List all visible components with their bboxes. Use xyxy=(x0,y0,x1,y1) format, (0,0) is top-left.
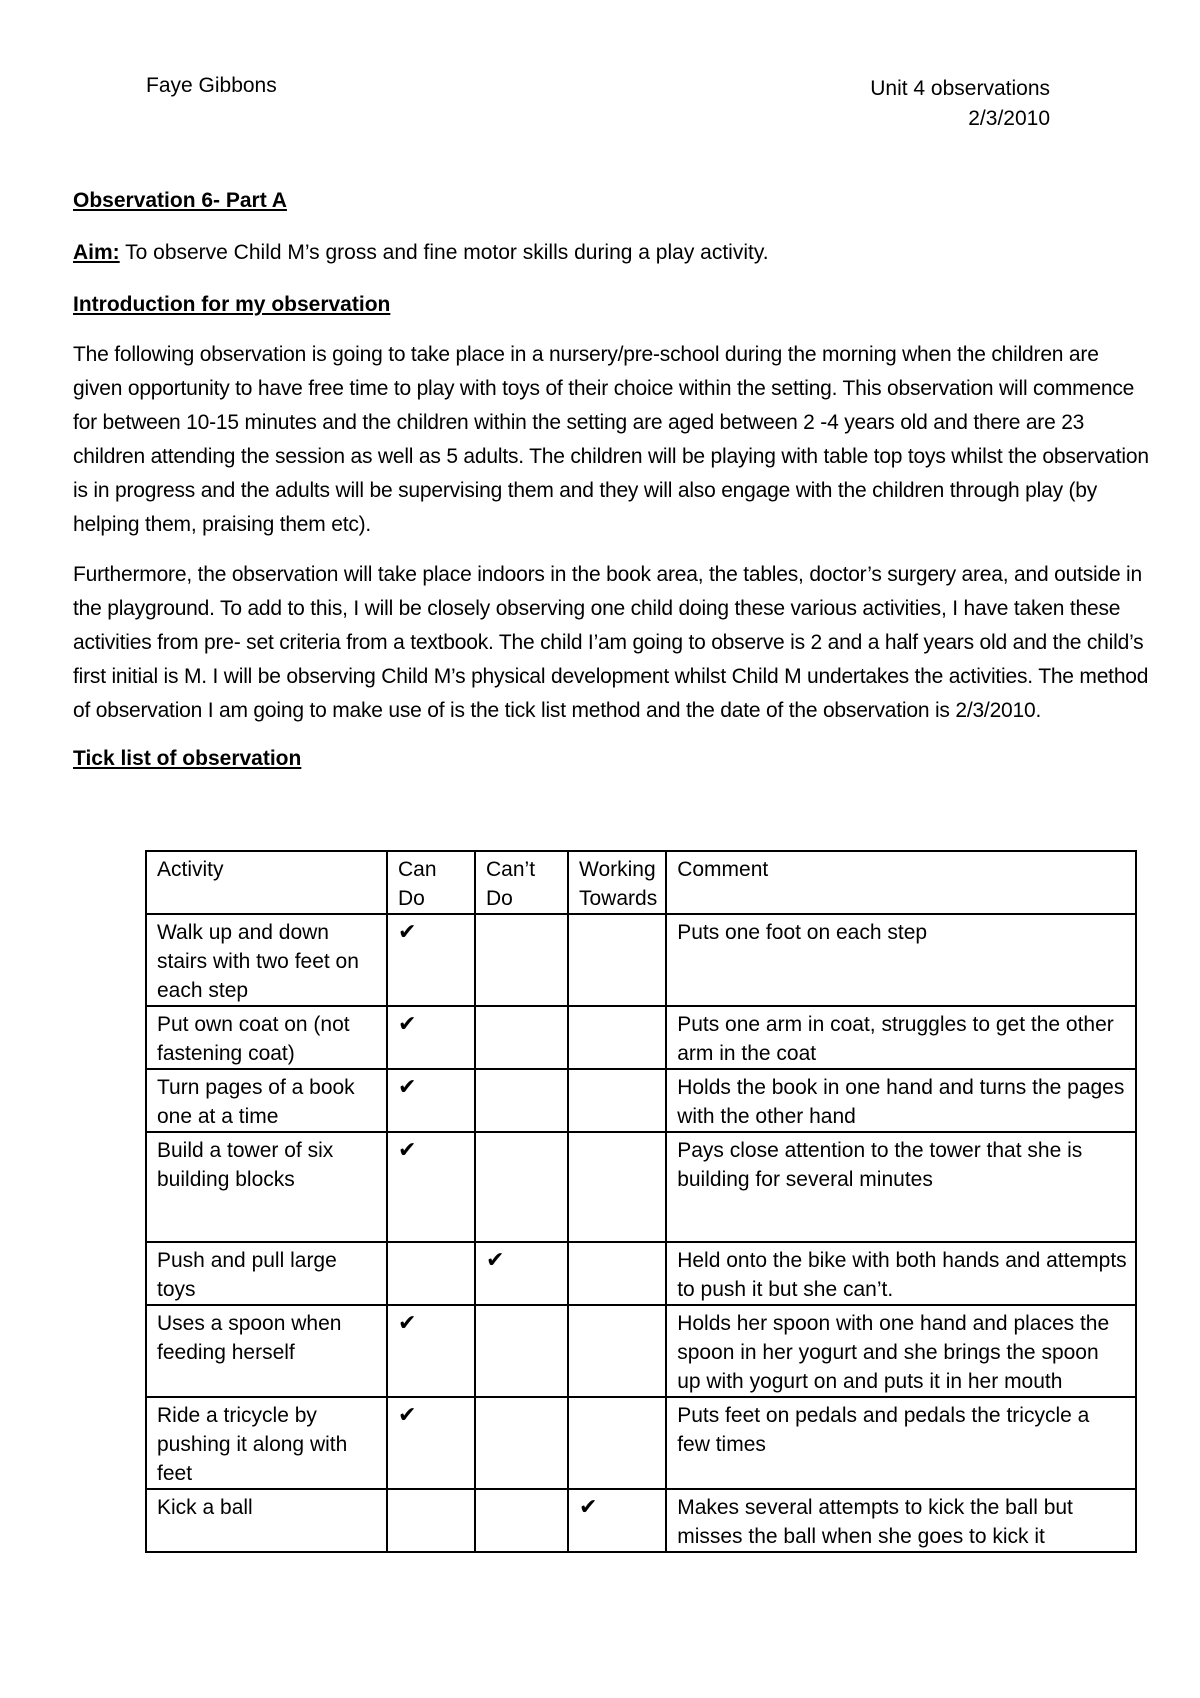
table-row xyxy=(146,1006,1136,1069)
tick-list-table xyxy=(145,850,1137,1553)
can-do-cell xyxy=(387,1006,475,1069)
cant-do-cell xyxy=(475,1069,568,1132)
comment-cell: Holds her spoon with one hand and places the spoon in her yogurt and she brings the spoon up with yogurt on and puts it in her mouth xyxy=(666,1305,1136,1397)
comment-cell: Makes several attempts to kick the ball but misses the ball when she goes to kick it xyxy=(666,1489,1136,1552)
author-name: Faye Gibbons xyxy=(146,74,277,97)
aim-line xyxy=(73,238,1153,268)
activity-cell: Turn pages of a book one at a time xyxy=(146,1069,387,1132)
working-towards-cell xyxy=(568,1242,666,1305)
can-do-cell xyxy=(387,1489,475,1552)
activity-cell: Kick a ball xyxy=(146,1489,387,1552)
intro-paragraph-2: Furthermore, the observation will take place indoors in the book area, the tables, doctor’s surgery area, and outside in the playground. To add to this, I will be closely observing one child doing these various activities, I have taken these activities from pre- set criteria from a textbook. The child I’am going to observe is 2 and a half years old and the child’s first initial is M. I will be observing Child M’s physical development whilst Child M undertakes the activities. The method of observation I am going to make use of is the tick list method and the date of the observation is 2/3/2010. xyxy=(73,563,1149,722)
working-towards-cell xyxy=(568,1006,666,1069)
tick-icon: ✔ xyxy=(398,1074,417,1099)
cant-do-cell xyxy=(475,1242,568,1305)
header-right xyxy=(870,74,1050,134)
can-do-cell xyxy=(387,1397,475,1489)
tick-icon: ✔ xyxy=(398,1137,417,1162)
cant-do-cell xyxy=(475,1397,568,1489)
activity-cell: Put own coat on (not fastening coat) xyxy=(146,1006,387,1069)
document-body xyxy=(73,186,1153,774)
activity-cell: Walk up and down stairs with two feet on each step xyxy=(146,914,387,1006)
activity-cell: Push and pull large toys xyxy=(146,1242,387,1305)
comment-cell: Puts one arm in coat, struggles to get the other arm in the coat xyxy=(666,1006,1136,1069)
activity-cell: Build a tower of six building blocks xyxy=(146,1132,387,1242)
intro-heading: Introduction for my observation xyxy=(73,293,391,316)
observation-title: Observation 6- Part A xyxy=(73,189,287,212)
activity-cell: Ride a tricycle by pushing it along with feet xyxy=(146,1397,387,1489)
comment-cell: Pays close attention to the tower that she is building for several minutes xyxy=(666,1132,1136,1242)
aim-label: Aim: xyxy=(73,241,120,264)
cant-do-cell xyxy=(475,1305,568,1397)
working-towards-cell xyxy=(568,1305,666,1397)
table-row xyxy=(146,1489,1136,1552)
unit-title: Unit 4 observations xyxy=(870,77,1050,100)
tick-icon: ✔ xyxy=(398,1402,417,1427)
table-header-row xyxy=(146,851,1136,914)
cant-do-cell xyxy=(475,1489,568,1552)
cant-do-cell xyxy=(475,1006,568,1069)
comment-cell: Holds the book in one hand and turns the pages with the other hand xyxy=(666,1069,1136,1132)
can-do-cell xyxy=(387,914,475,1006)
header-activity: Activity xyxy=(146,851,387,914)
working-towards-cell xyxy=(568,1489,666,1552)
header-date: 2/3/2010 xyxy=(968,107,1050,130)
table-row xyxy=(146,1305,1136,1397)
intro-paragraph-1: The following observation is going to take place in a nursery/pre-school during the morning when the children are given opportunity to have free time to play with toys of their choice within the setting. This observation will commence for between 10-15 minutes and the children within the setting are aged between 2 -4 years old and there are 23 children attending the session as well as 5 adults. The children will be playing with table top toys whilst the observation is in progress and the adults will be supervising them and they will also engage with the children through play (by helping them, praising them etc). xyxy=(73,343,1149,536)
cant-do-cell xyxy=(475,914,568,1006)
table-row xyxy=(146,914,1136,1006)
working-towards-cell xyxy=(568,1069,666,1132)
tick-icon: ✔ xyxy=(398,1011,417,1036)
table-row xyxy=(146,1132,1136,1242)
activity-cell: Uses a spoon when feeding herself xyxy=(146,1305,387,1397)
working-towards-cell xyxy=(568,1397,666,1489)
comment-cell: Held onto the bike with both hands and attempts to push it but she can’t. xyxy=(666,1242,1136,1305)
tick-icon: ✔ xyxy=(398,919,417,944)
aim-text: To observe Child M’s gross and fine motor skills during a play activity. xyxy=(119,241,769,264)
header-comment: Comment xyxy=(666,851,1136,914)
header-cant-do: Can’t Do xyxy=(475,851,568,914)
table-row xyxy=(146,1397,1136,1489)
cant-do-cell xyxy=(475,1132,568,1242)
tick-icon: ✔ xyxy=(486,1247,505,1272)
can-do-cell xyxy=(387,1305,475,1397)
can-do-cell xyxy=(387,1069,475,1132)
tick-icon: ✔ xyxy=(579,1494,598,1519)
header-working-towards: Working Towards xyxy=(568,851,666,914)
table-row xyxy=(146,1242,1136,1305)
working-towards-cell xyxy=(568,1132,666,1242)
can-do-cell xyxy=(387,1132,475,1242)
table-row xyxy=(146,1069,1136,1132)
working-towards-cell xyxy=(568,914,666,1006)
header-can-do: Can Do xyxy=(387,851,475,914)
ticklist-heading: Tick list of observation xyxy=(73,747,302,770)
comment-cell: Puts feet on pedals and pedals the tricycle a few times xyxy=(666,1397,1136,1489)
tick-icon: ✔ xyxy=(398,1310,417,1335)
can-do-cell xyxy=(387,1242,475,1305)
comment-cell: Puts one foot on each step xyxy=(666,914,1136,1006)
